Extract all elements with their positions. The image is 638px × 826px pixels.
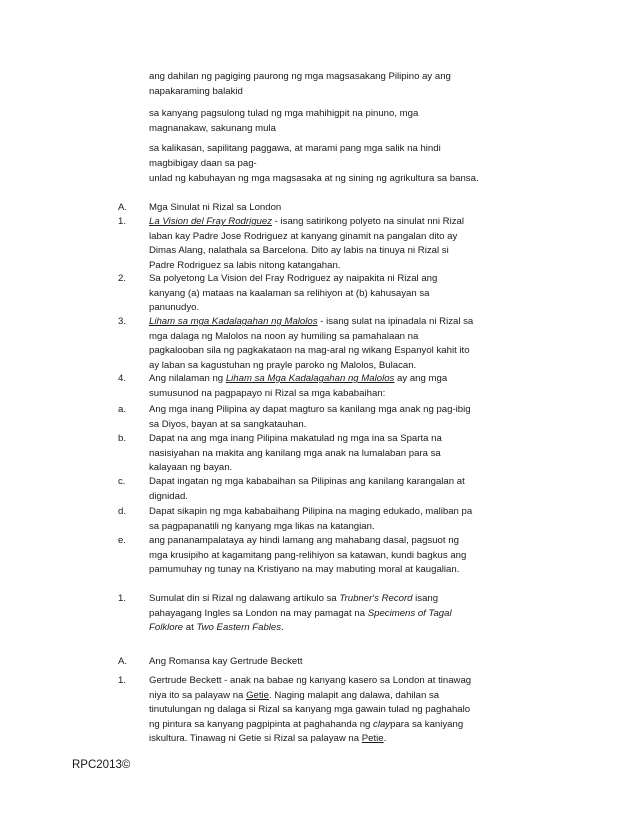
item-4-text xyxy=(149,372,474,401)
item-4-rest: ay ang mga sumusunod na pagpapayo ni Rizal sa mga kababaihan: xyxy=(149,373,448,399)
item-beckett-pre: Gertrude Beckett - anak na babae ng kanyang kasero sa London at tinawag niya ito sa palayaw na xyxy=(149,675,472,701)
item-1-text xyxy=(149,215,474,273)
item-3-text xyxy=(149,315,474,373)
section-b-label: A. xyxy=(118,656,128,667)
intro-line-2: sa kanyang pagsulong tulad ng mga mahihigpit na pinuno, mga magnanakaw, sakunang mula xyxy=(149,108,419,134)
item-4-pre: Ang nilalaman ng xyxy=(149,373,226,384)
section-b-heading: Ang Romansa kay Gertrude Beckett xyxy=(149,656,303,667)
word-clay: clay xyxy=(373,718,391,730)
subitem-d-label: d. xyxy=(118,506,127,517)
item-beckett-number: 1. xyxy=(118,675,127,686)
item-3-rest: - isang sulat na ipinadala ni Rizal sa mga dalaga ng Malolos na noon ay humiling sa pamahalaan na pagkalooban sila ng pagkakataon na mag-aral ng wikang Espanyol kahit ito ay laban sa kagustuhan ng prayle paroko ng Malolos, Bulacan. xyxy=(149,316,474,371)
footer-copyright: RPC2013© xyxy=(72,759,131,771)
subitem-a-label: a. xyxy=(118,404,127,415)
item-4-title: Liham sa Mga Kadalagahan ng Malolos xyxy=(225,373,395,384)
item-1-rest: - isang satirikong polyeto na sinulat nni Rizal laban kay Padre Jose Rodriguez at kanyang ginamit na pangalan dito ay Dimas Alang, nalathala sa Barcelona. Dito ay labis na tinuya ni Rizal si Padre Rodriguez sa labis nitong katangahan. xyxy=(149,216,464,271)
nickname-petie: Petie xyxy=(361,733,384,745)
item-3-title: Liham sa mga Kadalagahan ng Malolos xyxy=(149,316,318,327)
item-beckett-mid: . Naging malapit ang dalawa, dahilan sa tinutulungan ng dalaga si Rizal sa kanyang mga gawain tulad ng paghahalo ng pintura sa kanyang pagpipinta at paghahanda ng xyxy=(149,689,471,730)
item-2-number: 2. xyxy=(118,273,127,284)
subitem-e-text: ang pananampalataya ay hindi lamang ang mahabang dasal, pagsuot ng mga krusipiho at kagamitang pang-relihiyon sa katawan, kundi bagkus ang pamumuhay ng tunay na Kristiyano na may mabuting moral at kaugalian. xyxy=(149,535,467,576)
item-1-title: La Vision del Fray Rodriguez xyxy=(149,216,273,227)
item-1-number: 1. xyxy=(118,216,127,227)
intro-line-1: ang dahilan ng pagiging paurong ng mga magsasakang Pilipino ay ang napakaraming balakid xyxy=(149,71,451,97)
subitem-c-label: c. xyxy=(118,476,126,487)
item-3-number: 3. xyxy=(118,316,127,327)
item-beckett-end: . xyxy=(383,733,387,745)
subitem-b-label: b. xyxy=(118,433,127,444)
item-trubner-number: 1. xyxy=(118,593,127,604)
subitem-d-text: Dapat sikapin ng mga kababaihang Pilipina na maging edukado, maliban pa sa pagpapanatili ng kanyang mga likas na katangian. xyxy=(149,506,473,532)
item-2-text: Sa polyetong La Vision del Fray Rodriguez ay naipakita ni Rizal ang kanyang (a) mataas na kaalaman sa relihiyon at (b) kahusayan sa panunudyo. xyxy=(149,273,438,314)
trubner-article-1: Specimens of Tagal Folklore xyxy=(149,607,452,634)
item-trubner-and: at xyxy=(183,622,197,634)
item-beckett-mid2: para sa kaniyang iskultura. Tinawag ni Getie si Rizal sa palayaw na xyxy=(149,718,464,745)
item-trubner-mid: isang pahayagang Ingles sa London na may pamagat na xyxy=(149,593,439,619)
item-4-number: 4. xyxy=(118,373,127,384)
intro-line-4: unlad ng kabuhayan ng mga magsasaka at ng sining ng agrikultura sa bansa. xyxy=(149,173,479,184)
subitem-c-text: Dapat ingatan ng mga kababaihan sa Pilipinas ang kanilang karangalan at dignidad. xyxy=(149,476,465,502)
intro-line-3: sa kalikasan, sapilitang paggawa, at marami pang mga salik na hindi magbibigay daan sa pag- xyxy=(149,143,441,169)
trubner-journal: Trubner's Record xyxy=(339,593,413,604)
trubner-article-2: Two Eastern Fables xyxy=(196,622,282,634)
item-trubner-end: . xyxy=(281,622,284,634)
section-a-label: A. xyxy=(118,202,128,213)
subitem-a-text: Ang mga inang Pilipina ay dapat magturo sa kanilang mga anak ng pag-ibig sa Diyos, bayan at sa sangkatauhan. xyxy=(149,404,471,430)
subitem-e-label: e. xyxy=(118,535,127,546)
section-a-heading: Mga Sinulat ni Rizal sa London xyxy=(149,202,282,213)
item-beckett-text xyxy=(149,674,474,747)
item-trubner-text xyxy=(149,592,474,636)
nickname-getie: Getie xyxy=(246,689,269,701)
item-trubner-pre: Sumulat din si Rizal ng dalawang artikulo sa xyxy=(149,593,340,604)
subitem-b-text: Dapat na ang mga inang Pilipina makatulad ng mga ina sa Sparta na nasisiyahan na makita ang kanilang mga anak na lumalaban para sa kalayaan ng bayan. xyxy=(149,433,442,474)
